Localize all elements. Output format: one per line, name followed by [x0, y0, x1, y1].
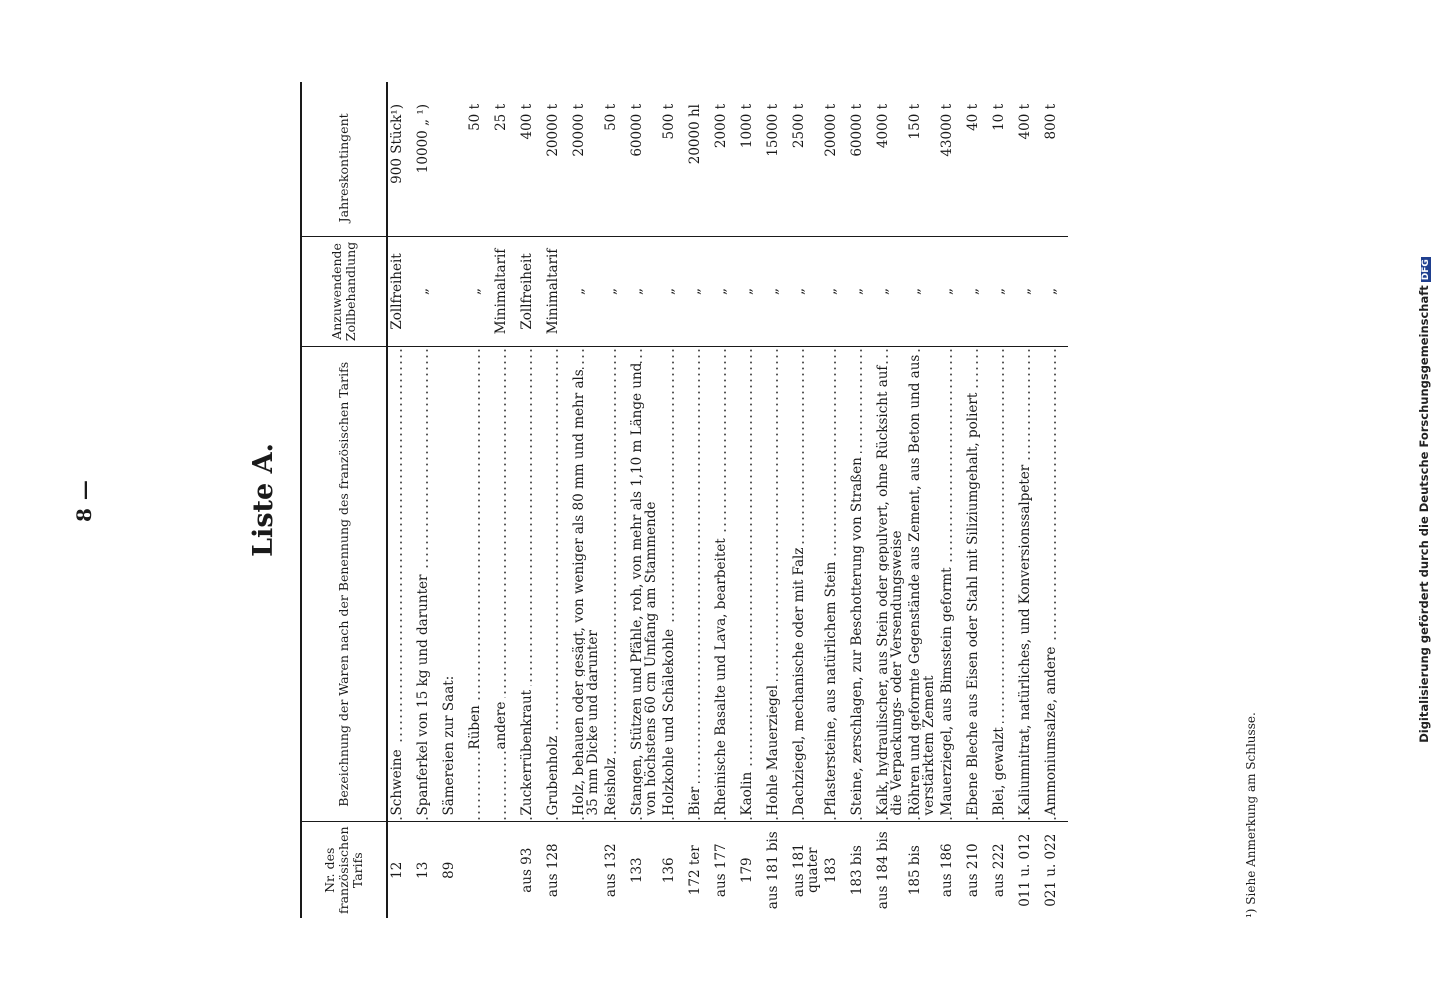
cell-description [414, 347, 440, 822]
table-row [874, 82, 906, 918]
cell-nr: 011 u. 012 [1016, 822, 1042, 918]
description-text: Mauerziegel, aus Bimsstein geformt [939, 563, 955, 815]
cell-treatment: „ [738, 236, 764, 346]
cell-nr: 185 bis [906, 822, 938, 918]
cell-description [628, 347, 660, 822]
cell-nr: aus 181 quater [790, 822, 822, 918]
cell-treatment: „ [964, 236, 990, 346]
table-row [440, 82, 466, 918]
cell-quota: 43000 t [939, 104, 955, 157]
cell-quota: 10 t [991, 104, 1007, 131]
cell-treatment: „ [602, 236, 628, 346]
cell-nr: 133 [628, 822, 660, 918]
cell-nr: 172 ter [686, 822, 712, 918]
cell-quota: 10000 „ ¹) [415, 104, 431, 174]
table-row [906, 82, 938, 918]
header-nr: Nr. des französischen Tarifs [301, 822, 387, 918]
cell-treatment: Zollfreiheit [518, 236, 544, 346]
cell-treatment [440, 236, 466, 346]
cell-quota: 60000 t [629, 104, 645, 157]
cell-quota: 20000 t [545, 104, 561, 157]
cell-nr: aus 210 [964, 822, 990, 918]
cell-quota: 4000 t [875, 104, 891, 149]
cell-treatment: „ [990, 236, 1016, 346]
cell-quota: 400 t [1017, 104, 1033, 140]
cell-treatment: Minimaltarif [544, 236, 570, 346]
cell-nr: 89 [440, 822, 466, 918]
header-description: Bezeichnung der Waren nach der Benennung des französischen Tarifs [301, 347, 387, 822]
dfg-logo: DFG [1421, 259, 1431, 281]
cell-description [466, 347, 492, 822]
header-treatment: Anzuwendende Zollbehandlung [301, 236, 387, 346]
table-row [790, 82, 822, 918]
cell-nr [492, 822, 518, 918]
cell-description [874, 347, 906, 822]
description-text: Bier [687, 783, 703, 816]
description-text: Rüben [467, 701, 483, 749]
cell-nr [466, 822, 492, 918]
page-number-text: 8 [72, 508, 96, 522]
cell-quota: 40 t [965, 104, 981, 131]
cell-description [822, 347, 848, 822]
cell-quota: 15000 t [765, 104, 781, 157]
description-text: Dachziegel, mechanische oder mit Falz [791, 544, 807, 816]
cell-treatment: „ [466, 236, 492, 346]
table-row [738, 82, 764, 918]
cell-description [686, 347, 712, 822]
description-text: Zuckerrübenkraut [519, 686, 535, 816]
cell-treatment: „ [790, 236, 822, 346]
cell-treatment: „ [712, 236, 738, 346]
table-row [660, 82, 686, 918]
description-text: Holzkohle und Schälekohle [661, 625, 677, 815]
cell-description [764, 347, 790, 822]
cell-nr: aus 128 [544, 822, 570, 918]
cell-description [1042, 347, 1068, 822]
cell-description [938, 347, 964, 822]
cell-nr: 13 [414, 822, 440, 918]
cell-nr: 179 [738, 822, 764, 918]
table-body [387, 82, 1068, 918]
cell-description [790, 347, 822, 822]
table-row [628, 82, 660, 918]
cell-description [518, 347, 544, 822]
cell-quota: 20000 t [823, 104, 839, 157]
table-row [938, 82, 964, 918]
table-row [492, 82, 518, 918]
page-number: 8— [72, 480, 96, 522]
cell-nr: 183 [822, 822, 848, 918]
cell-treatment: „ [628, 236, 660, 346]
description-text: Spanferkel von 15 kg und darunter [415, 571, 431, 816]
cell-nr: aus 184 bis [874, 822, 906, 918]
table-row [544, 82, 570, 918]
cell-description [990, 347, 1016, 822]
description-text: Hohle Mauerziegel [765, 681, 781, 816]
description-text: Steine, zerschlagen, zur Beschotterung von Straßen [849, 453, 865, 815]
credit-text: Digitalisierung gefördert durch die Deutsche Forschungsgemeinschaft [1417, 285, 1431, 743]
description-text: Blei, gewalzt [991, 723, 1007, 815]
cell-treatment: „ [848, 236, 874, 346]
cell-description [570, 347, 602, 822]
cell-quota [440, 82, 466, 236]
cell-quota: 500 t [661, 104, 677, 140]
cell-treatment: „ [1016, 236, 1042, 346]
table-row [1042, 82, 1068, 918]
cell-quota: 400 t [519, 104, 535, 140]
cell-description [440, 347, 466, 822]
cell-nr: 12 [387, 822, 414, 918]
cell-nr [570, 822, 602, 918]
description-text: Stangen, Stützen und Pfähle, roh, von mehr als 1,10 m Länge und von höchstens 60 cm Umfang am Stammende [629, 362, 659, 816]
table-header-row [301, 82, 387, 918]
cell-nr: aus 132 [602, 822, 628, 918]
cell-description [712, 347, 738, 822]
cell-treatment: „ [686, 236, 712, 346]
cell-quota: 2000 t [713, 104, 729, 149]
description-text: Grubenholz [545, 732, 561, 816]
description-text: Reisholz [603, 754, 619, 816]
cell-description [660, 347, 686, 822]
table-row [964, 82, 990, 918]
table-row [414, 82, 440, 918]
description-text: Pflastersteine, aus natürlichem Stein [823, 558, 839, 816]
cell-quota: 800 t [1043, 104, 1059, 140]
cell-treatment: „ [414, 236, 440, 346]
table-row [466, 82, 492, 918]
description-text: Röhren und geformte Gegenstände aus Zement, aus Beton und aus verstärktem Zement [907, 354, 937, 816]
cell-treatment: „ [764, 236, 790, 346]
cell-description [848, 347, 874, 822]
cell-nr: 136 [660, 822, 686, 918]
cell-treatment: „ [660, 236, 686, 346]
table-row [602, 82, 628, 918]
description-text: Ammoniumsalze, andere [1043, 643, 1059, 816]
description-text: Rheinische Basalte und Lava, bearbeitet [713, 534, 729, 815]
table-row [764, 82, 790, 918]
cell-quota: 20000 hl [687, 104, 703, 165]
description-text: Schweine [389, 745, 405, 815]
cell-treatment: „ [1042, 236, 1068, 346]
description-text: andere [493, 698, 509, 750]
cell-description [492, 347, 518, 822]
table-row [990, 82, 1016, 918]
cell-description [387, 347, 414, 822]
cell-quota: 25 t [493, 104, 509, 131]
cell-quota: 20000 t [571, 104, 587, 157]
cell-description [1016, 347, 1042, 822]
table-row [387, 82, 414, 918]
cell-quota: 1000 t [739, 104, 755, 149]
cell-quota: 50 t [603, 104, 619, 131]
cell-quota: 900 Stück¹) [389, 104, 405, 184]
cell-quota: 50 t [467, 104, 483, 131]
cell-nr: aus 181 bis [764, 822, 790, 918]
description-text: Kaliumnitrat, natürliches, und Konversionssalpeter [1017, 461, 1033, 816]
cell-quota: 2500 t [791, 104, 807, 149]
table-row [570, 82, 602, 918]
table-row [848, 82, 874, 918]
cell-treatment: Zollfreiheit [387, 236, 414, 346]
cell-description [544, 347, 570, 822]
cell-treatment: „ [938, 236, 964, 346]
header-quota: Jahreskontingent [301, 82, 387, 236]
description-text: Kalk, hydraulischer, aus Stein oder gepulvert, ohne Rücksicht auf die Verpackungs- oder Versendungsweise [875, 365, 905, 816]
cell-nr: 183 bis [848, 822, 874, 918]
cell-description [602, 347, 628, 822]
table-row [518, 82, 544, 918]
cell-description [738, 347, 764, 822]
cell-nr: 021 u. 022 [1042, 822, 1068, 918]
digitization-credit [1417, 0, 1431, 1000]
description-text: Ebene Bleche aus Eisen oder Stahl mit Siliziumgehalt, poliert [965, 389, 981, 816]
cell-treatment: „ [874, 236, 906, 346]
cell-treatment: „ [822, 236, 848, 346]
cell-nr: aus 93 [518, 822, 544, 918]
table-row [712, 82, 738, 918]
table-row [686, 82, 712, 918]
table-row [1016, 82, 1042, 918]
goods-table [300, 82, 1068, 918]
cell-description [906, 347, 938, 822]
cell-quota: 150 t [907, 104, 923, 140]
cell-treatment: „ [570, 236, 602, 346]
cell-nr: aus 186 [938, 822, 964, 918]
cell-description [964, 347, 990, 822]
cell-treatment: Minimaltarif [492, 236, 518, 346]
cell-nr: aus 177 [712, 822, 738, 918]
description-text: Sämereien zur Saat: [441, 672, 457, 816]
description-text: Kaolin [739, 768, 755, 816]
cell-nr: aus 222 [990, 822, 1016, 918]
cell-treatment: „ [906, 236, 938, 346]
cell-quota: 60000 t [849, 104, 865, 157]
description-text: Holz, behauen oder gesägt, von weniger als 80 mm und mehr als 35 mm Dicke und darunter [571, 369, 601, 816]
footnote: ¹) Siehe Anmerkung am Schlusse. [1244, 712, 1258, 918]
page-title: Liste A. [248, 443, 279, 557]
table-row [822, 82, 848, 918]
